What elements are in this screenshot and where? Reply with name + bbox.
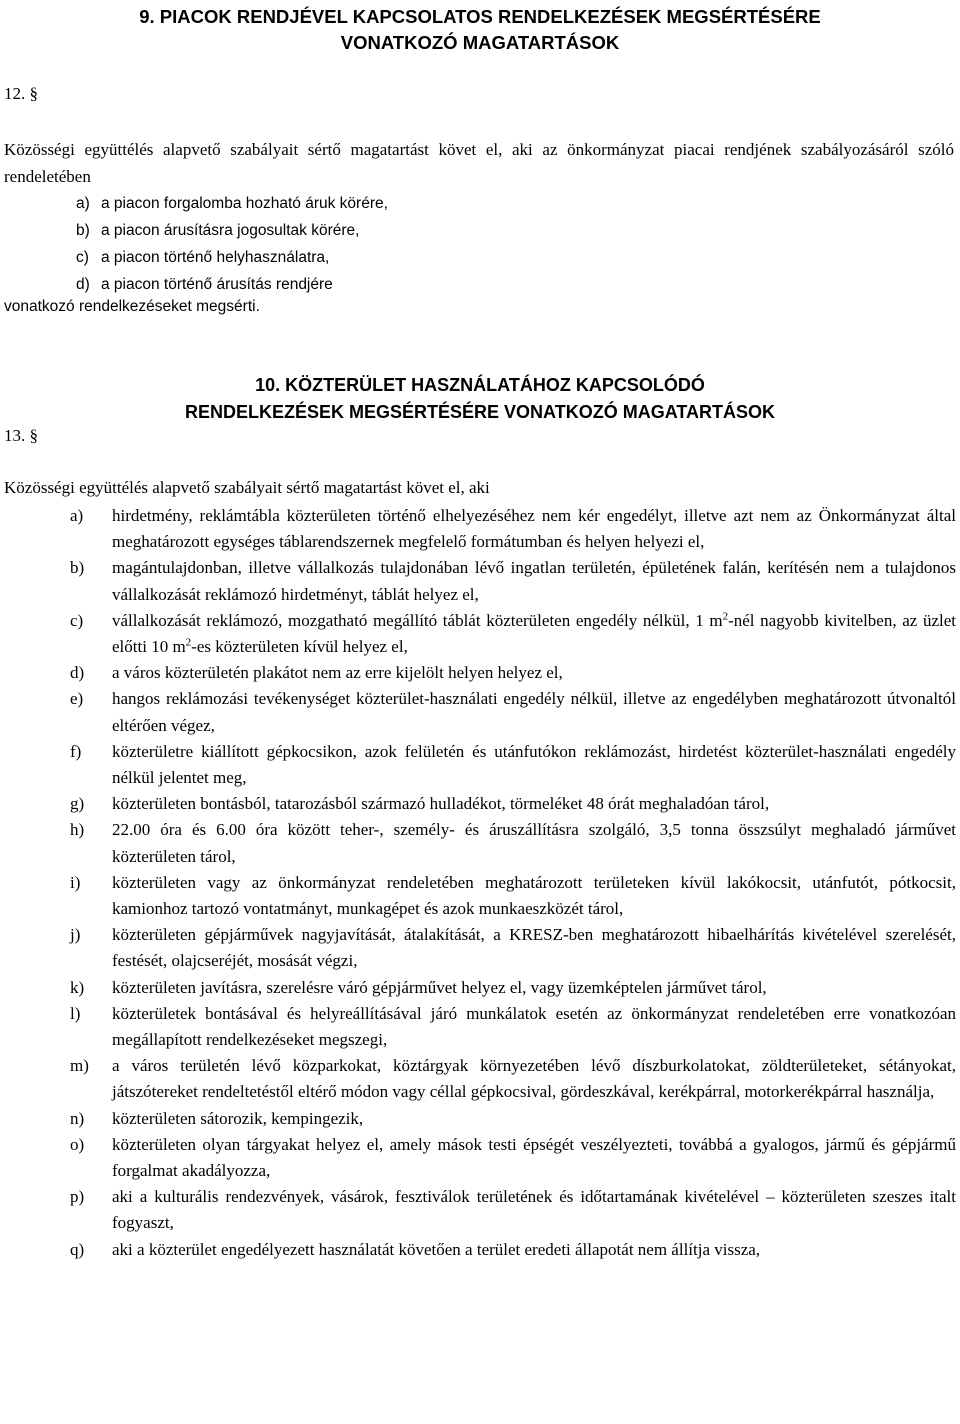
list-item-label: q): [70, 1239, 85, 1259]
list-item: [70, 870, 956, 922]
list-item-text: aki a közterület engedélyezett használatát követően a terület eredeti állapotát nem állítja vissza,: [112, 1239, 761, 1259]
list-item-text: 22.00 óra és 6.00 óra között teher-, személy- és áruszállításra szolgáló, 3,5 tonna összsúlyt meghaladó járművet közterületen tárol,: [112, 820, 956, 866]
list-item: [76, 271, 388, 298]
paragraph-12-number: 12. §: [4, 84, 38, 103]
list-item: [76, 217, 388, 244]
list-item-text: [112, 608, 956, 660]
list-item: [70, 1184, 956, 1236]
list-item-label: e): [70, 689, 84, 709]
paragraph-13-number: 13. §: [4, 426, 38, 445]
list-item: [70, 686, 956, 738]
list-item: [70, 1237, 956, 1263]
list-item-text: közterületre kiállított gépkocsikon, azok felületén és utánfutókon reklámozást, hirdetést közterület-használati engedély nélkül jelentet meg,: [112, 741, 956, 788]
list-item-label: o): [70, 1134, 85, 1154]
list-item-label: m): [70, 1056, 89, 1076]
item-c-text-c: -es közterületen kívül helyez el,: [191, 637, 408, 657]
list-item-text: aki a kulturális rendezvények, vásárok, fesztiválok területének és időtartamának kivételével – közterületen szeszes italt fogyaszt,: [112, 1187, 956, 1233]
list-item-label: n): [70, 1108, 85, 1128]
section-10-heading: [100, 372, 860, 426]
list-item-label: i): [70, 872, 81, 892]
list-item: [70, 555, 956, 607]
list-item-label: a): [70, 506, 84, 525]
list-item: [70, 1132, 956, 1184]
list-item-text: a piacon történő helyhasználatra,: [101, 249, 330, 266]
list-item-label: k): [70, 977, 85, 997]
list-item-text: közterületen vagy az önkormányzat rendeletében meghatározott területeken kívül lakókocsit, utánfutót, pótkocsit, kamionhoz tartozó vontatmányt, munkagépet és azok munkaeszközét tárol,: [112, 872, 956, 919]
section-9-title-line1: 9. PIACOK RENDJÉVEL KAPCSOLATOS RENDELKEZÉSEK MEGSÉRTÉSÉRE: [139, 6, 821, 27]
list-item: [70, 739, 956, 791]
list-item-label: c): [76, 249, 89, 266]
list-item-text: hirdetmény, reklámtábla közterületen történő elhelyezéséhez nem kér engedélyt, illetve azt nem az Önkormányzat által meghatározott egységes táblarendszernek megfelelő formátumban és helyen helyezi el,: [112, 506, 956, 552]
list-item-text: közterületen gépjárművek nagyjavítását, átalakítását, a KRESZ-ben meghatározott hibaelhárítás kivételével szerelését, festését, olajcseréjét, mosását végzi,: [112, 925, 956, 971]
list-item: [76, 244, 388, 271]
list-item-label: g): [70, 794, 85, 814]
item-c-text-a: vállalkozását reklámozó, mozgatható megállító táblát közterületen engedély nélkül, 1 m: [112, 610, 723, 630]
list-item-text: a piacon forgalomba hozható áruk körére,: [101, 195, 388, 212]
list-item-text: a város területén lévő közparkokat, köztárgyak környezetében lévő díszburkolatokat, zöldterületeket, sétányokat, játszótereket rendeltetéstől eltérő módon vagy céllal gépkocsival, gördeszkával, kerékpárral, motorkerékpárral használja,: [112, 1056, 956, 1102]
list-item: [70, 817, 956, 869]
list-item-label: d): [76, 276, 90, 293]
list-item-text: hangos reklámozási tevékenységet közterület-használati engedély nélkül, illetve az engedélyben meghatározott útvonaltól eltérően végez,: [112, 689, 956, 735]
list-item: [70, 1053, 956, 1105]
list-item-text: közterületek bontásával és helyreállításával járó munkálatok esetén az önkormányzat rendeletében erre vonatkozóan megállapított rendelkezéseket megszegi,: [112, 1003, 956, 1050]
section-9-heading: [40, 4, 920, 56]
section-10-title-line2: RENDELKEZÉSEK MEGSÉRTÉSÉRE VONATKOZÓ MAGATARTÁSOK: [184, 402, 776, 422]
item-c-text-b: -nél nagyobb kivitelben, az üzlet előtti 10 m: [112, 610, 956, 657]
list-item-label: d): [70, 663, 85, 683]
list-item: [70, 660, 956, 686]
paragraph-12-intro: Közösségi együttélés alapvető szabályait sértő magatartást követ el, aki az önkormányzat piacai rendjének szabályozásáról szóló rendeletében: [4, 140, 954, 186]
list-item: [70, 1001, 956, 1053]
paragraph-13-list: [70, 503, 956, 1263]
paragraph-13-intro: Közösségi együttélés alapvető szabályait sértő magatartást követ el, aki: [4, 478, 490, 497]
list-item: [70, 975, 956, 1001]
list-item-label: p): [70, 1187, 85, 1207]
superscript: 2: [722, 610, 729, 623]
superscript: 2: [185, 636, 192, 649]
list-item-text: magántulajdonban, illetve vállalkozás tulajdonában lévő ingatlan területén, épületének falán, kerítésén nem a tulajdonos vállalkozását reklámozó hirdetményt, táblát helyez el,: [112, 558, 956, 604]
list-item-label: b): [76, 222, 90, 239]
section-9-title-line2: VONATKOZÓ MAGATARTÁSOK: [340, 32, 620, 53]
list-item-text: közterületen sátorozik, kempingezik,: [112, 1108, 364, 1128]
list-item: [70, 922, 956, 974]
list-item-label: a): [76, 195, 90, 212]
list-item-label: j): [70, 925, 81, 945]
paragraph-12-list: [76, 190, 388, 298]
list-item-text: közterületen bontásból, tatarozásból származó hulladékot, törmeléket 48 órát meghaladóan tárol,: [112, 794, 770, 814]
section-10-title-line1: 10. KÖZTERÜLET HASZNÁLATÁHOZ KAPCSOLÓDÓ: [255, 375, 705, 395]
list-item-text: a város közterületén plakátot nem az erre kijelölt helyen helyez el,: [112, 663, 563, 683]
list-item-text: a piacon árusításra jogosultak körére,: [101, 222, 360, 239]
list-item-label: f): [70, 741, 82, 761]
list-item-label: l): [70, 1003, 81, 1023]
list-item-label: b): [70, 558, 85, 578]
list-item: [70, 608, 956, 660]
list-item-text: közterületen olyan tárgyakat helyez el, amely mások testi épségét veszélyezteti, továbbá a gyalogos, jármű és gépjármű forgalmat akadályozza,: [112, 1134, 956, 1181]
list-item-label: h): [70, 820, 85, 840]
list-item: [70, 503, 956, 555]
list-item: [76, 190, 388, 217]
list-item-text: a piacon történő árusítás rendjére: [101, 276, 333, 293]
paragraph-12-tail: vonatkozó rendelkezéseket megsérti.: [4, 298, 260, 315]
list-item-text: közterületen javításra, szerelésre váró gépjárművet helyez el, vagy üzemképtelen járművet tárol,: [112, 977, 767, 997]
list-item: [70, 1106, 956, 1132]
list-item: [70, 791, 956, 817]
list-item-label: c): [70, 610, 84, 630]
